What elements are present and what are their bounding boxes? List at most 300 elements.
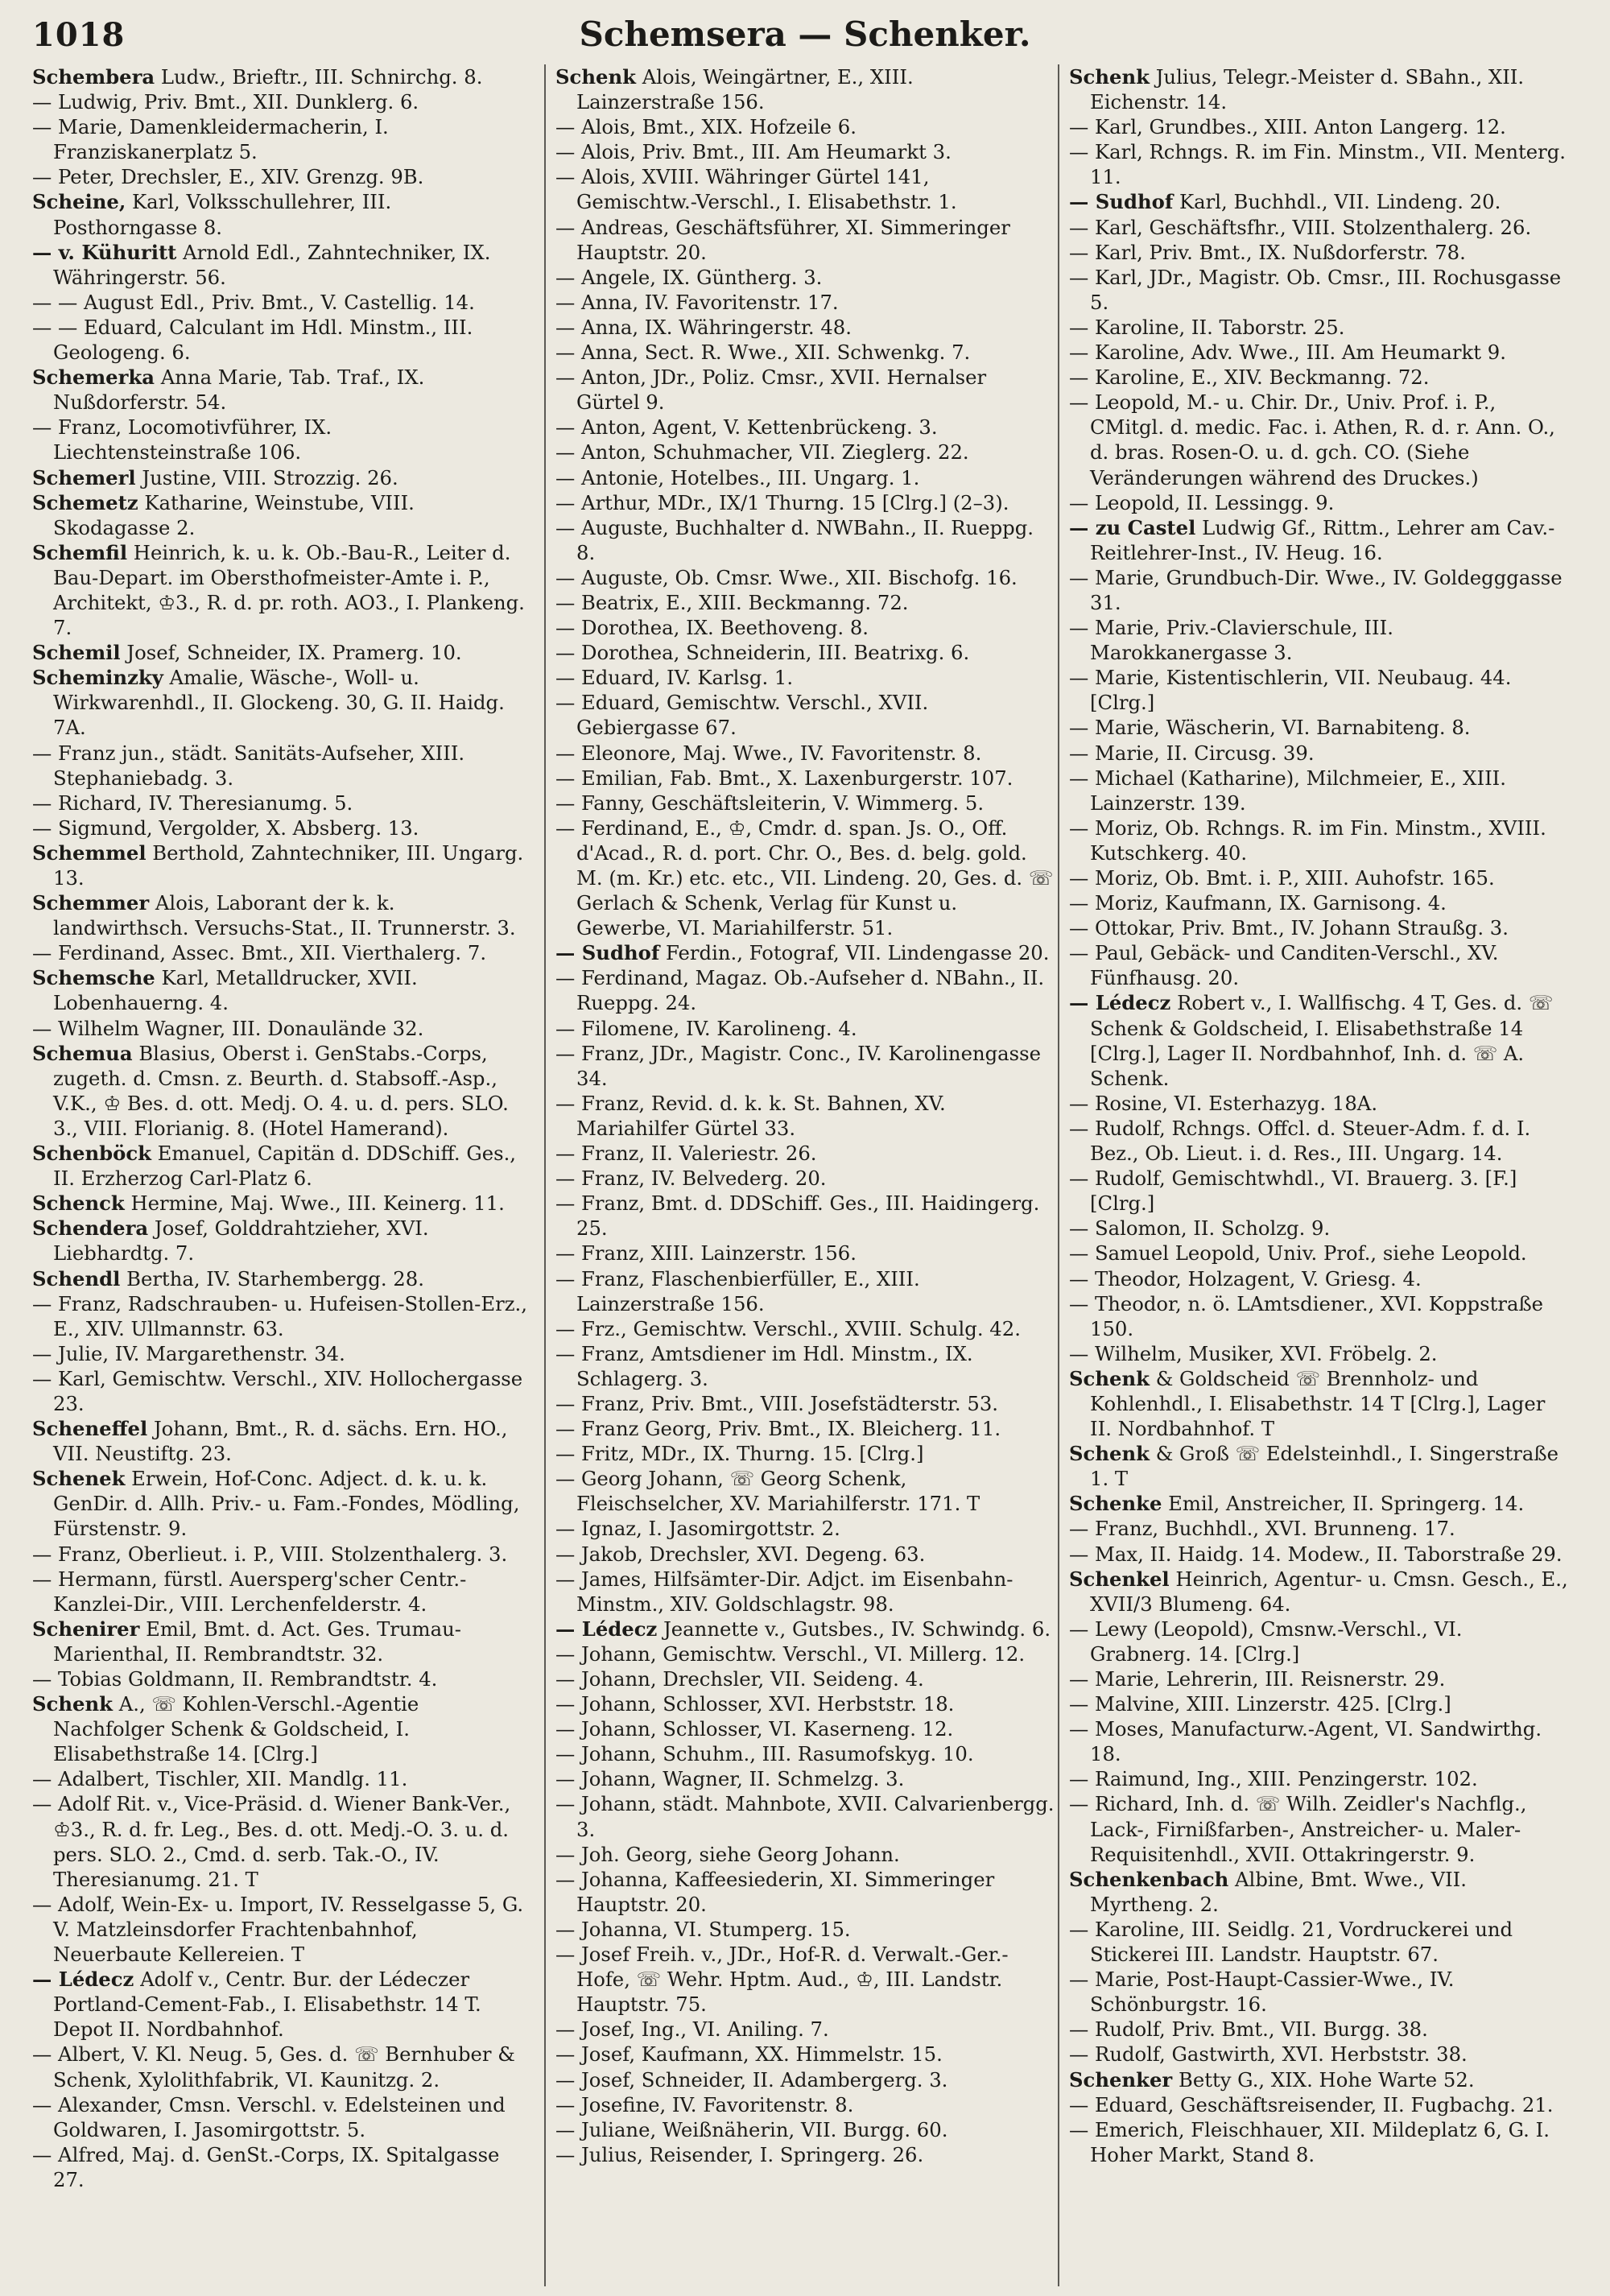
directory-entry: [32, 465, 531, 490]
directory-entry: [555, 1917, 1055, 1942]
entry-details: — Sigmund, Vergolder, X. Absberg. 13.: [32, 816, 419, 840]
directory-entry: [32, 816, 531, 840]
entry-details: — Salomon, II. Scholzg. 9.: [1069, 1216, 1331, 1241]
entry-details: — Lewy (Leopold), Cmsnw.-Verschl., VI. Grabnerg. 14. [Clrg.]: [1069, 1617, 1463, 1666]
directory-entry: [32, 940, 531, 965]
entry-details: — Marie, Priv.-Clavierschule, III. Marokkanergasse 3.: [1069, 616, 1393, 665]
directory-entry: [555, 2117, 1055, 2142]
entry-details: — Auguste, Buchhalter d. NWBahn., II. Rueppg. 8.: [555, 515, 1034, 564]
entry-details: — Richard, IV. Theresianumg. 5.: [32, 791, 353, 815]
directory-entry: [555, 164, 1055, 214]
entry-details: — Fritz, MDr., IX. Thurng. 15. [Clrg.]: [555, 1442, 924, 1466]
entry-details: — Theodor, n. ö. LAmtsdiener., XVI. Koppstraße 150.: [1069, 1291, 1544, 1340]
directory-entry: [1069, 265, 1568, 315]
entry-surname: Scheminzky: [32, 666, 163, 690]
directory-entry: [555, 741, 1055, 766]
entry-details: — Josef, Kaufmann, XX. Himmelstr. 15.: [555, 2042, 943, 2067]
entry-details: — Josef Freih. v., JDr., Hof-R. d. Verwalt.-Ger.-Hofe, ☏ Wehr. Hptm. Aud., ♔, III. Landstr. Hauptstr. 75.: [555, 1943, 1009, 2017]
page-number: 1018: [32, 16, 126, 54]
directory-entry: [555, 64, 1055, 114]
entry-surname: Schenek: [32, 1467, 126, 1491]
directory-entry: [1069, 1791, 1568, 1866]
entry-details: Anna Marie, Tab. Traf., IX. Nußdorferstr. 54.: [53, 365, 425, 415]
directory-entry: [1069, 715, 1568, 740]
directory-entry: [1069, 890, 1568, 915]
directory-entry: [1069, 2042, 1568, 2067]
entry-details: Justine, VIII. Strozzig. 26.: [135, 465, 398, 489]
entry-details: Amalie, Wäsche-, Woll- u. Wirkwarenhdl., II. Glockeng. 30, G. II. Haidg. 7A.: [53, 666, 505, 740]
entry-details: — Marie, Kistentischlerin, VII. Neubaug. 44. [Clrg.]: [1069, 666, 1512, 715]
directory-entry: [32, 89, 531, 114]
entry-details: — Anton, JDr., Poliz. Cmsr., XVII. Hernalser Gürtel 9.: [555, 365, 987, 415]
entry-details: — Alfred, Maj. d. GenSt.-Corps, IX. Spitalgasse 27.: [32, 2142, 500, 2191]
entry-surname: Schemmel: [32, 840, 147, 865]
entry-details: — Johanna, Kaffeesiederin, XI. Simmeringer Hauptstr. 20.: [555, 1867, 995, 1916]
directory-entry: [555, 1791, 1055, 1841]
entry-details: — Tobias Goldmann, II. Rembrandtstr. 4.: [32, 1667, 438, 1691]
directory-entry: [32, 1892, 531, 1967]
entry-details: — Karoline, Adv. Wwe., III. Am Heumarkt 9.: [1069, 341, 1506, 365]
directory-entry: [1069, 1341, 1568, 1366]
directory-entry: [32, 189, 531, 239]
entry-details: Karl, Volksschullehrer, III. Posthorngasse 8.: [53, 190, 392, 239]
directory-entry: [1069, 390, 1568, 489]
entry-details: Ferdin., Fotograf, VII. Lindengasse 20.: [659, 941, 1050, 965]
entry-surname: Schenböck: [32, 1142, 151, 1166]
entry-details: — Paul, Gebäck- und Canditen-Verschl., XV. Fünfhausg. 20.: [1069, 941, 1499, 990]
directory-entry: [32, 490, 531, 540]
entry-details: Robert v., I. Wallfischg. 4 T, Ges. d. ☏ Schenk & Goldscheid, I. Elisabethstraße 14 [Clrg.], Lager II. Nordbahnhof, Inh. d. ☏ A. Schenk.: [1090, 991, 1554, 1090]
entry-details: — Anna, IX. Währingerstr. 48.: [555, 315, 852, 339]
entry-details: — Johanna, VI. Stumperg. 15.: [555, 1917, 851, 1941]
entry-surname: Schenk: [1069, 65, 1150, 89]
directory-entry: [32, 1967, 531, 2042]
entry-details: Josef, Schneider, IX. Pramerg. 10.: [120, 641, 462, 665]
directory-entry: [1069, 2117, 1568, 2167]
entry-details: — Karoline, II. Taborstr. 25.: [1069, 315, 1345, 339]
directory-entry: [555, 490, 1055, 515]
entry-details: — Anton, Agent, V. Kettenbrückeng. 3.: [555, 415, 938, 440]
directory-entry: [32, 540, 531, 640]
entry-details: — Peter, Drechsler, E., XIV. Grenzg. 9B.: [32, 165, 424, 189]
directory-entry: [1069, 315, 1568, 340]
entry-details: — James, Hilfsämter-Dir. Adjct. im Eisenbahn-Minstm., XIV. Goldschlagstr. 98.: [555, 1567, 1013, 1616]
directory-entry: [555, 440, 1055, 465]
entry-details: — Ferdinand, Assec. Bmt., XII. Vierthalerg. 7.: [32, 941, 487, 965]
directory-entry: [1069, 1766, 1568, 1791]
directory-entry: [555, 1641, 1055, 1666]
entry-details: — Max, II. Haidg. 14. Modew., II. Taborstraße 29.: [1069, 1542, 1563, 1566]
directory-entry: [32, 290, 531, 315]
entry-details: — Karl, Gemischtw. Verschl., XIV. Hollochergasse 23.: [32, 1366, 523, 1415]
directory-entry: [1069, 816, 1568, 865]
directory-entry: [555, 791, 1055, 816]
entry-details: — Moses, Manufacturw.-Agent, VI. Sandwirthg. 18.: [1069, 1717, 1542, 1766]
directory-entry: [555, 2092, 1055, 2117]
entry-details: — Antonie, Hotelbes., III. Ungarg. 1.: [555, 465, 920, 489]
entry-surname: Schemetz: [32, 490, 138, 514]
entry-details: — Joh. Georg, siehe Georg Johann.: [555, 1842, 900, 1866]
directory-entry: [32, 1191, 531, 1216]
entry-details: — Juliane, Weißnäherin, VII. Burgg. 60.: [555, 2117, 948, 2141]
directory-entry: [32, 64, 531, 89]
entry-details: — Ferdinand, E., ♔, Cmdr. d. span. Js. O., Off. d'Acad., R. d. port. Chr. O., Bes. d. belg. gold. M. (m. Kr.) etc. etc., VII. Lindeng. 20, Ges. d. ☏ Gerlach & Schenk, Verlag für Kunst u. Gewerbe, VI. Mariahilferstr. 51.: [555, 816, 1054, 940]
directory-column-1: [32, 64, 531, 2286]
entry-details: — Andreas, Geschäftsführer, XI. Simmeringer Hauptstr. 20.: [555, 215, 1010, 264]
directory-entry: [1069, 1266, 1568, 1291]
entry-details: — Anton, Schuhmacher, VII. Zieglerg. 22.: [555, 440, 969, 465]
directory-entry: [555, 766, 1055, 791]
directory-entry: [1069, 1291, 1568, 1341]
directory-entry: [555, 2142, 1055, 2167]
entry-details: — Franz, Oberlieut. i. P., VIII. Stolzenthalerg. 3.: [32, 1542, 508, 1566]
entry-details: Bertha, IV. Starhembergg. 28.: [120, 1266, 424, 1290]
entry-details: Karl, Buchhdl., VII. Lindeng. 20.: [1173, 190, 1501, 214]
entry-details: — Jakob, Drechsler, XVI. Degeng. 63.: [555, 1542, 926, 1566]
entry-details: Blasius, Oberst i. GenStabs.-Corps, zugeth. d. Cmsn. z. Beurth. d. Stabsoff.-Asp., V.K., ♔ Bes. d. ott. Medj. O. 4. u. d. pers. SLO. 3., VIII. Florianig. 8. (Hotel Hamerand).: [53, 1041, 509, 1140]
directory-entry: [555, 2042, 1055, 2067]
entry-details: & Goldscheid ☏ Brennholz- und Kohlenhdl., I. Elisabethstr. 14 T [Clrg.], Lager II. Nordbahnhof. T: [1090, 1366, 1546, 1441]
directory-entry: [555, 265, 1055, 290]
directory-entry: [1069, 139, 1568, 189]
directory-entry: [32, 1041, 531, 1141]
directory-entry: [555, 1341, 1055, 1391]
directory-entry: [555, 1691, 1055, 1716]
entry-details: — Karl, Priv. Bmt., IX. Nußdorferstr. 78.: [1069, 240, 1466, 264]
entry-details: — Eduard, Geschäftsreisender, II. Fugbachg. 21.: [1069, 2092, 1554, 2116]
directory-entry: [555, 1716, 1055, 1741]
directory-entry: [1069, 2092, 1568, 2117]
directory-entry: [1069, 515, 1568, 565]
entry-details: — Franz, Priv. Bmt., VIII. Josefstädterstr. 53.: [555, 1391, 999, 1415]
directory-entry: [32, 1016, 531, 1041]
entry-details: — Franz, Flaschenbierfüller, E., XIII. Lainzerstraße 156.: [555, 1266, 920, 1315]
entry-details: — Raimund, Ing., XIII. Penzingerstr. 102.: [1069, 1767, 1478, 1791]
directory-entry: [32, 415, 531, 465]
entry-surname: Schemil: [32, 641, 121, 665]
directory-entry: [555, 1391, 1055, 1416]
directory-entry: [32, 1542, 531, 1567]
directory-entry: [32, 840, 531, 890]
directory-entry: [555, 315, 1055, 340]
entry-details: Arnold Edl., Zahntechniker, IX. Währingerstr. 56.: [53, 240, 491, 289]
directory-entry: [555, 1766, 1055, 1791]
entry-details: A., ☏ Kohlen-Verschl.-Agentie Nachfolger Schenk & Goldscheid, I. Elisabethstraße 14. [Clrg.]: [53, 1692, 419, 1766]
directory-entry: [1069, 490, 1568, 515]
entry-details: Adolf v., Centr. Bur. der Lédeczer Portland-Cement-Fab., I. Elisabethstr. 14 T. Depot II. Nordbahnhof.: [53, 1968, 481, 2042]
directory-entry: [555, 1842, 1055, 1867]
directory-entry: [32, 1366, 531, 1416]
entry-surname: — Lédecz: [32, 1968, 134, 1992]
entry-details: — Angele, IX. Güntherg. 3.: [555, 265, 823, 289]
directory-entry: [1069, 741, 1568, 766]
directory-entry: [1069, 1617, 1568, 1666]
entry-details: Julius, Telegr.-Meister d. SBahn., XII. Eichenstr. 14.: [1090, 65, 1525, 114]
directory-entry: [555, 615, 1055, 640]
directory-entry: [555, 565, 1055, 590]
entry-details: — Marie, Post-Haupt-Cassier-Wwe., IV. Schönburgstr. 16.: [1069, 1968, 1455, 2017]
directory-entry: [1069, 990, 1568, 1090]
directory-entry: [555, 465, 1055, 490]
entry-surname: Schenke: [1069, 1492, 1162, 1516]
directory-entry: [555, 1441, 1055, 1466]
directory-entry: [1069, 1441, 1568, 1491]
entry-details: — Leopold, II. Lessingg. 9.: [1069, 490, 1335, 514]
directory-entry: [1069, 665, 1568, 715]
directory-entry: [555, 114, 1055, 139]
entry-details: Ludw., Brieftr., III. Schnirchg. 8.: [155, 65, 483, 89]
directory-entry: [32, 1291, 531, 1341]
entry-details: — Marie, Grundbuch-Dir. Wwe., IV. Goldegggasse 31.: [1069, 565, 1563, 614]
entry-details: — Alexander, Cmsn. Verschl. v. Edelsteinen und Goldwaren, I. Jasomirgottstr. 5.: [32, 2092, 506, 2141]
entry-details: — Eduard, IV. Karlsg. 1.: [555, 666, 794, 690]
directory-entry: [555, 1942, 1055, 2017]
directory-entry: [32, 240, 531, 290]
entry-surname: Schenk: [555, 65, 636, 89]
directory-entry: [32, 2092, 531, 2142]
directory-column-3: [1069, 64, 1568, 2286]
directory-entry: [555, 965, 1055, 1015]
entry-details: — Johann, Wagner, II. Schmelzg. 3.: [555, 1767, 905, 1791]
entry-details: — Adolf Rit. v., Vice-Präsid. d. Wiener Bank-Ver., ♔3., R. d. fr. Leg., Bes. d. ott. Medj.-O. 3. u. d. pers. SLO. 2., Cmd. d. serb. Tak.-O., IV. Theresianumg. 21. T: [32, 1792, 511, 1891]
entry-surname: Schenk: [32, 1692, 113, 1716]
entry-details: Emil, Anstreicher, II. Springerg. 14.: [1162, 1492, 1525, 1516]
directory-entry: [1069, 240, 1568, 265]
entry-surname: Schemmer: [32, 891, 150, 915]
directory-entry: [1069, 615, 1568, 665]
directory-entry: [32, 2142, 531, 2192]
entry-details: — Emilian, Fab. Bmt., X. Laxenburgerstr. 107.: [555, 766, 1013, 790]
entry-details: — Wilhelm Wagner, III. Donaulände 32.: [32, 1016, 424, 1040]
entry-details: — Emerich, Fleischhauer, XII. Mildeplatz 6, G. I. Hoher Markt, Stand 8.: [1069, 2117, 1550, 2166]
entry-surname: Schemerka: [32, 365, 155, 390]
directory-entry: [1069, 766, 1568, 816]
directory-entry: [555, 1241, 1055, 1266]
directory-entry: [32, 640, 531, 665]
column-divider: [1058, 64, 1059, 2286]
entry-details: — Julius, Reisender, I. Springerg. 26.: [555, 2142, 924, 2166]
directory-entry: [555, 1316, 1055, 1341]
entry-details: — Alois, XVIII. Währinger Gürtel 141, Gemischtw.-Verschl., I. Elisabethstr. 1.: [555, 165, 957, 214]
entry-surname: Schenkenbach: [1069, 1867, 1229, 1891]
directory-entry: [1069, 1091, 1568, 1116]
directory-entry: [1069, 365, 1568, 390]
entry-details: — Richard, Inh. d. ☏ Wilh. Zeidler's Nachflg., Lack-, Firnißfarben-, Anstreicher- u. Maler-Requisitenhdl., XVII. Ottakringerstr. 9.: [1069, 1792, 1527, 1866]
directory-entry: [1069, 1716, 1568, 1766]
entry-surname: — Sudhof: [555, 941, 660, 965]
entry-surname: Schendera: [32, 1216, 149, 1241]
directory-entry: [32, 164, 531, 189]
column-divider: [544, 64, 546, 2286]
entry-details: — Frz., Gemischtw. Verschl., XVIII. Schulg. 42.: [555, 1316, 1021, 1340]
running-head: Schemsera — Schenker.: [579, 14, 1031, 54]
entry-details: — Johann, Gemischtw. Verschl., VI. Millerg. 12.: [555, 1641, 1026, 1666]
entry-details: — Moriz, Kaufmann, IX. Garnisong. 4.: [1069, 891, 1447, 915]
entry-details: — Franz, Locomotivführer, IX. Liechtensteinstraße 106.: [32, 415, 332, 465]
directory-entry: [1069, 114, 1568, 139]
directory-entry: [1069, 1691, 1568, 1716]
directory-entry: [32, 1341, 531, 1366]
directory-entry: [1069, 2067, 1568, 2092]
directory-entry: [1069, 1542, 1568, 1567]
directory-entry: [1069, 1516, 1568, 1541]
entry-details: — Franz Georg, Priv. Bmt., IX. Bleicherg. 11.: [555, 1417, 1001, 1441]
directory-entry: [1069, 1366, 1568, 1441]
directory-entry: [1069, 1867, 1568, 1917]
directory-entry: [555, 1617, 1055, 1641]
entry-details: — Franz, IV. Belvederg. 20.: [555, 1167, 827, 1191]
entry-details: — Rudolf, Gastwirth, XVI. Herbststr. 38.: [1069, 2042, 1468, 2067]
entry-surname: Schemsche: [32, 966, 155, 990]
entry-details: — Alois, Priv. Bmt., III. Am Heumarkt 3.: [555, 140, 952, 164]
directory-entry: [32, 1617, 531, 1666]
directory-entry: [32, 965, 531, 1015]
directory-entry: [1069, 565, 1568, 615]
directory-entry: [555, 1091, 1055, 1141]
entry-details: — Franz jun., städt. Sanitäts-Aufseher, XIII. Stephaniebadg. 3.: [32, 741, 465, 790]
directory-entry: [32, 315, 531, 365]
directory-entry: [1069, 1241, 1568, 1266]
entry-details: — Anna, IV. Favoritenstr. 17.: [555, 290, 839, 314]
entry-details: Josef, Golddrahtzieher, XVI. Liebhardtg. 7.: [53, 1216, 429, 1266]
entry-details: Berthold, Zahntechniker, III. Ungarg. 13.: [53, 840, 524, 890]
entry-details: — Franz, Amtsdiener im Hdl. Minstm., IX. Schlagerg. 3.: [555, 1341, 973, 1390]
directory-entry: [555, 365, 1055, 415]
entry-surname: Schembera: [32, 65, 155, 89]
directory-entry: [32, 1666, 531, 1691]
entry-details: Johann, Bmt., R. d. sächs. Ern. HO., VII. Neustiftg. 23.: [53, 1417, 508, 1466]
directory-entry: [555, 415, 1055, 440]
entry-details: — Franz, XIII. Lainzerstr. 156.: [555, 1241, 857, 1266]
entry-details: — Franz, Bmt. d. DDSchiff. Ges., III. Haidingerg. 25.: [555, 1191, 1040, 1241]
entry-details: — Rudolf, Rchngs. Offcl. d. Steuer-Adm. f. d. I. Bez., Ob. Lieut. i. d. Res., III. Ungarg. 14.: [1069, 1116, 1531, 1166]
entry-details: — Hermann, fürstl. Auersperg'scher Centr.-Kanzlei-Dir., VIII. Lerchenfelderstr. 4.: [32, 1567, 467, 1616]
entry-details: — Auguste, Ob. Cmsr. Wwe., XII. Bischofg. 16.: [555, 565, 1018, 589]
directory-entry: [555, 1166, 1055, 1191]
entry-details: — Albert, V. Kl. Neug. 5, Ges. d. ☏ Bernhuber & Schenk, Xylolithfabrik, VI. Kaunitzg. 2.: [32, 2042, 515, 2092]
entry-details: Alois, Weingärtner, E., XIII. Lainzerstraße 156.: [576, 65, 914, 114]
directory-entry: [1069, 64, 1568, 114]
directory-entry: [555, 290, 1055, 315]
entry-details: — Johann, Schlosser, XVI. Herbststr. 18.: [555, 1692, 955, 1716]
entry-surname: Schenk: [1069, 1442, 1150, 1466]
directory-entry: [32, 1466, 531, 1541]
entry-details: Emil, Bmt. d. Act. Ges. Trumau-Marienthal, II. Rembrandtstr. 32.: [53, 1617, 461, 1666]
entry-details: — Johann, Schuhm., III. Rasumofskyg. 10.: [555, 1742, 974, 1766]
directory-entry: [1069, 940, 1568, 990]
directory-entry: [1069, 189, 1568, 214]
entry-surname: — Lédecz: [1069, 991, 1171, 1015]
entry-surname: Schenck: [32, 1191, 125, 1216]
entry-surname: Scheneffel: [32, 1417, 148, 1441]
entry-details: & Groß ☏ Edelsteinhdl., I. Singerstraße 1. T: [1090, 1442, 1558, 1491]
entry-details: Erwein, Hof-Conc. Adject. d. k. u. k. GenDir. d. Allh. Priv.- u. Fam.-Fondes, Mödling, Fürstenstr. 9.: [53, 1467, 520, 1541]
entry-details: Katharine, Weinstube, VIII. Skodagasse 2.: [53, 490, 415, 539]
entry-details: Heinrich, Agentur- u. Cmsn. Gesch., E., XVII/3 Blumeng. 64.: [1090, 1567, 1568, 1616]
directory-entry: [32, 791, 531, 816]
entry-details: — Georg Johann, ☏ Georg Schenk, Fleischselcher, XV. Mariahilferstr. 171. T: [555, 1467, 980, 1516]
entry-details: — Rosine, VI. Esterhazyg. 18A.: [1069, 1091, 1378, 1115]
entry-details: — Karoline, III. Seidlg. 21, Vordruckerei und Stickerei III. Landstr. Hauptstr. 67.: [1069, 1917, 1513, 1967]
entry-surname: — v. Kühuritt: [32, 240, 177, 264]
entry-surname: Schemua: [32, 1041, 133, 1065]
entry-details: — Rudolf, Priv. Bmt., VII. Burgg. 38.: [1069, 2017, 1428, 2042]
directory-entry: [32, 1416, 531, 1466]
directory-entry: [555, 2067, 1055, 2092]
entry-details: Emanuel, Capitän d. DDSchiff. Ges., II. Erzherzog Carl-Platz 6.: [53, 1142, 517, 1191]
directory-entry: [1069, 1216, 1568, 1241]
entry-details: — Fanny, Geschäftsleiterin, V. Wimmerg. 5.: [555, 791, 985, 815]
directory-entry: [555, 665, 1055, 690]
entry-details: — Leopold, M.- u. Chir. Dr., Univ. Prof. i. P., CMitgl. d. medic. Fac. i. Athen, R. d. r. Ann. O., d. bras. Rosen-O. u. d. gch. CO. (Siehe Veränderungen während des Druckes.): [1069, 390, 1555, 489]
entry-details: Alois, Laborant der k. k. landwirthsch. Versuchs-Stat., II. Trunnerstr. 3.: [53, 891, 516, 940]
entry-details: — Johann, städt. Mahnbote, XVII. Calvarienbergg. 3.: [555, 1792, 1055, 1841]
entry-surname: Scheine,: [32, 190, 126, 214]
entry-details: — Dorothea, Schneiderin, III. Beatrixg. 6.: [555, 641, 970, 665]
entry-details: — Karoline, E., XIV. Beckmanng. 72.: [1069, 365, 1430, 390]
directory-entry: [555, 139, 1055, 164]
directory-entry: [32, 1567, 531, 1617]
entry-details: — Marie, II. Circusg. 39.: [1069, 741, 1315, 765]
directory-entry: [555, 1141, 1055, 1166]
directory-entry: [1069, 865, 1568, 890]
entry-details: — Ludwig, Priv. Bmt., XII. Dunklerg. 6.: [32, 90, 419, 114]
entry-details: — Marie, Wäscherin, VI. Barnabiteng. 8.: [1069, 716, 1471, 740]
entry-details: — Wilhelm, Musiker, XVI. Fröbelg. 2.: [1069, 1341, 1438, 1365]
entry-details: — Franz, Revid. d. k. k. St. Bahnen, XV. Mariahilfer Gürtel 33.: [555, 1091, 946, 1140]
entry-details: Hermine, Maj. Wwe., III. Keinerg. 11.: [124, 1191, 505, 1216]
entry-details: — Alois, Bmt., XIX. Hofzeile 6.: [555, 115, 857, 139]
entry-details: — Karl, JDr., Magistr. Ob. Cmsr., III. Rochusgasse 5.: [1069, 265, 1562, 314]
directory-entry: [555, 1666, 1055, 1691]
directory-entry: [555, 1867, 1055, 1917]
entry-details: — Karl, Grundbes., XIII. Anton Langerg. 12.: [1069, 115, 1506, 139]
entry-details: — Malvine, XIII. Linzerstr. 425. [Clrg.]: [1069, 1692, 1451, 1716]
entry-details: — — Eduard, Calculant im Hdl. Minstm., III. Geologeng. 6.: [32, 315, 473, 365]
directory-entry: [555, 640, 1055, 665]
directory-entry: [32, 665, 531, 740]
entry-details: — Johann, Drechsler, VII. Seideng. 4.: [555, 1667, 924, 1691]
directory-entry: [555, 1191, 1055, 1241]
entry-surname: — Sudhof: [1069, 190, 1174, 214]
entry-details: Karl, Metalldrucker, XVII. Lobenhauerng. 4.: [53, 966, 418, 1015]
entry-surname: Schemfil: [32, 540, 128, 564]
directory-entry: [32, 114, 531, 164]
entry-surname: — zu Castel: [1069, 515, 1196, 539]
directory-entry: [32, 741, 531, 791]
entry-details: Jeannette v., Gutsbes., IV. Schwindg. 6.: [657, 1617, 1051, 1641]
entry-details: — Dorothea, IX. Beethoveng. 8.: [555, 616, 869, 640]
entry-details: — Marie, Damenkleidermacherin, I. Franziskanerplatz 5.: [32, 115, 389, 164]
entry-surname: Schemerl: [32, 465, 136, 489]
entry-surname: — Lédecz: [555, 1617, 658, 1641]
entry-details: Ludwig Gf., Rittm., Lehrer am Cav.-Reitlehrer-Inst., IV. Heug. 16.: [1090, 515, 1555, 564]
entry-details: — Adolf, Wein-Ex- u. Import, IV. Resselgasse 5, G. V. Matzleinsdorfer Frachtenbahnhof, Neuerbaute Kellereien. T: [32, 1892, 524, 1967]
entry-details: — Moriz, Ob. Rchngs. R. im Fin. Minstm., XVIII. Kutschkerg. 40.: [1069, 816, 1546, 865]
directory-entry: [32, 365, 531, 415]
directory-entry: [32, 1766, 531, 1791]
directory-entry: [32, 1266, 531, 1291]
entry-details: — Samuel Leopold, Univ. Prof., siehe Leopold.: [1069, 1241, 1527, 1266]
entry-details: — Josefine, IV. Favoritenstr. 8.: [555, 2092, 854, 2116]
entry-details: — Josef, Ing., VI. Aniling. 7.: [555, 2017, 829, 2042]
directory-entry: [555, 1516, 1055, 1541]
entry-details: — Marie, Lehrerin, III. Reisnerstr. 29.: [1069, 1667, 1446, 1691]
page-header: [32, 11, 1578, 60]
directory-entry: [32, 1791, 531, 1891]
directory-entry: [1069, 1666, 1568, 1691]
entry-details: — Johann, Schlosser, VI. Kaserneng. 12.: [555, 1717, 954, 1741]
